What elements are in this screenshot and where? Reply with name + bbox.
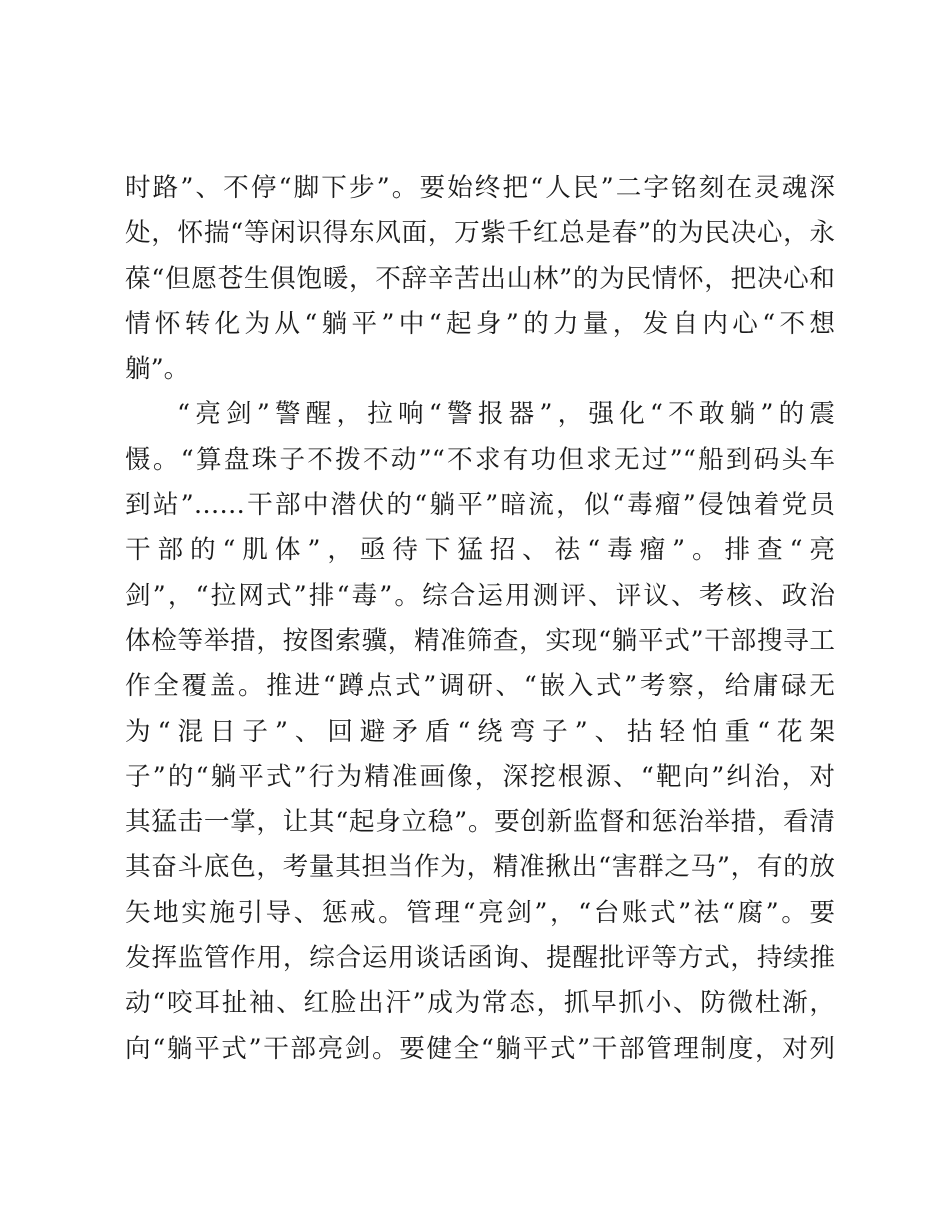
text-line: 躺”。 [125, 354, 190, 385]
text-line: 动“咬耳扯袖、红脸出汗”成为常态，抓早抓小、防微杜渐， [125, 988, 835, 1019]
document-body [125, 166, 835, 1072]
text-line: 剑”，“拉网式”排“毒”。综合运用测评、评议、考核、政治 [125, 580, 835, 611]
text-line: 干部的“肌体”，亟待下猛招、祛“毒瘤”。排查“亮 [125, 535, 835, 566]
text-line: 体检等举措，按图索骥，精准筛查，实现“躺平式”干部搜寻工 [125, 625, 835, 656]
text-line: 情怀转化为从“躺平”中“起身”的力量，发自内心“不想 [125, 308, 835, 339]
text-line: 到站”……干部中潜伏的“躺平”暗流，似“毒瘤”侵蚀着党员 [125, 490, 835, 521]
text-line: 子”的“躺平式”行为精准画像，深挖根源、“靶向”纠治，对 [125, 761, 835, 792]
text-line: 慑。“算盘珠子不拨不动”“不求有功但求无过”“船到码头车 [125, 444, 835, 475]
text-line: 向“躺平式”干部亮剑。要健全“躺平式”干部管理制度，对列 [125, 1033, 835, 1064]
text-line: 处，怀揣“等闲识得东风面，万紫千红总是春”的为民决心，永 [125, 218, 835, 249]
text-line: 发挥监管作用，综合运用谈话函询、提醒批评等方式，持续推 [125, 943, 835, 974]
text-line: 为“混日子”、回避矛盾“绕弯子”、拈轻怕重“花架 [125, 716, 835, 747]
text-line: 矢地实施引导、惩戒。管理“亮剑”，“台账式”祛“腐”。要 [125, 897, 835, 928]
paragraph-1 [125, 166, 835, 392]
text-line: 其猛击一掌，让其“起身立稳”。要创新监督和惩治举措，看清 [125, 807, 835, 838]
paragraph-2 [125, 392, 835, 1071]
text-line: “亮剑”警醒，拉响“警报器”，强化“不敢躺”的震 [177, 399, 835, 430]
text-line: 其奋斗底色，考量其担当作为，精准揪出“害群之马”，有的放 [125, 852, 835, 883]
text-line: 时路”、不停“脚下步”。要始终把“人民”二字铭刻在灵魂深 [125, 173, 835, 203]
text-line: 葆“但愿苍生俱饱暖，不辞辛苦出山林”的为民情怀，把决心和 [125, 263, 835, 294]
text-line: 作全覆盖。推进“蹲点式”调研、“嵌入式”考察，给庸碌无 [125, 671, 835, 702]
